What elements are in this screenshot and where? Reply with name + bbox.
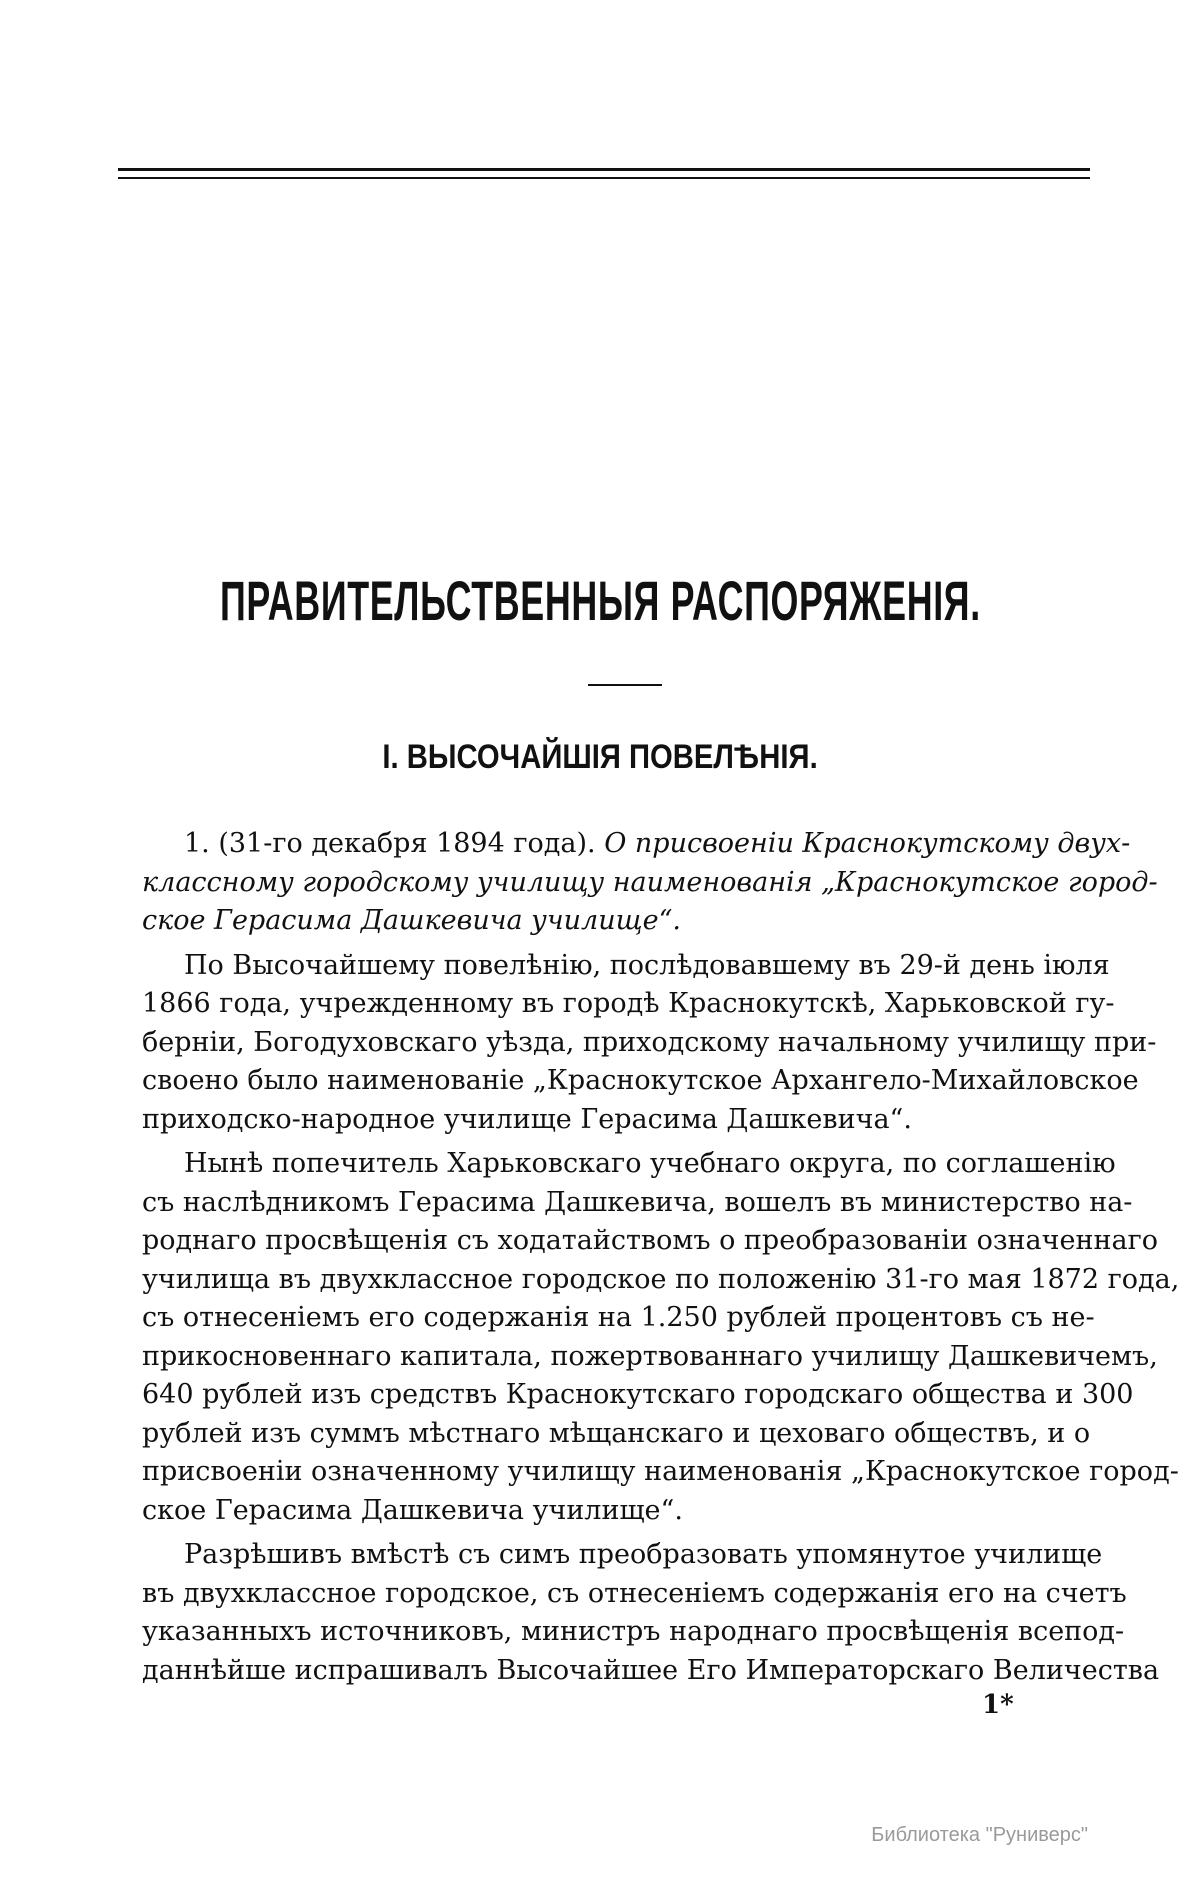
text-line: Разрѣшивъ вмѣстѣ съ симъ преобразовать упомянутое училище [184, 1539, 1103, 1570]
top-rule-thick [118, 168, 1090, 171]
library-watermark: Библиотека "Руниверс" [871, 1824, 1088, 1846]
text-line: роднаго просвѣщенія съ ходатайствомъ о преобразованіи означеннаго [142, 1225, 1158, 1256]
text-line: берніи, Богодуховскаго уѣзда, приходскому начальному училищу при- [142, 1026, 1157, 1058]
text-line: приходско-народное училище Герасима Дашкевича“. [142, 1103, 912, 1135]
text-line: 640 рублей изъ средствъ Краснокутскаго городскаго общества и 300 [142, 1379, 1134, 1410]
page-title-text: ПРАВИТЕЛЬСТВЕННЫЯ РАСПОРЯЖЕНІЯ. [219, 569, 981, 632]
text-line: своено было наименованіе „Краснокутское Архангело-Михайловское [142, 1065, 1139, 1096]
title-divider [588, 684, 662, 686]
decree-date: 1. (31-го декабря 1894 года). [184, 828, 605, 859]
text-line: училища въ двухклассное городское по положенію 31-го мая 1872 года, [142, 1263, 1180, 1295]
text-line [142, 825, 1131, 864]
paragraph-3 [142, 1145, 1180, 1530]
text-line: ское Герасима Дашкевича училище“. [142, 905, 681, 936]
document-body [142, 825, 1180, 1690]
text-line: даннѣйше испрашивалъ Высочайшее Его Императорскаго Величества [142, 1654, 1160, 1686]
text-line: съ отнесеніемъ его содержанія на 1.250 рублей процентовъ съ не- [142, 1302, 1095, 1333]
text-line: присвоеніи означенному училищу наименованія „Краснокутское город- [142, 1456, 1179, 1487]
text-line: рублей изъ суммъ мѣстнаго мѣщанскаго и цеховаго обществъ, и о [142, 1417, 1091, 1449]
page-title [0, 568, 1200, 633]
paragraph-2 [142, 947, 1157, 1140]
top-rule-thin [118, 177, 1090, 179]
text-line: классному городскому училищу наименованія „Краснокутское город- [142, 866, 1158, 898]
paragraph-4 [142, 1536, 1160, 1690]
paragraph-1 [142, 825, 1158, 941]
signature-mark: 1* [982, 1690, 1014, 1720]
text-line: По Высочайшему повелѣнію, послѣдовавшему въ 29-й день іюля [184, 949, 1110, 981]
text-line: прикосновеннаго капитала, пожертвованнаго училищу Дашкевичемъ, [142, 1340, 1158, 1372]
text-line: съ наслѣдникомъ Герасима Дашкевича, вошелъ въ министерство на- [142, 1186, 1133, 1218]
text-line: 1866 года, учрежденному въ городѣ Краснокутскѣ, Харьковской гу- [142, 988, 1115, 1019]
section-heading [0, 738, 1200, 777]
text-line: Нынѣ попечитель Харьковскаго учебнаго округа, по соглашенію [184, 1148, 1116, 1179]
text-line: въ двухклассное городское, съ отнесеніемъ содержанія его на счетъ [142, 1577, 1127, 1609]
text-line: указанныхъ источниковъ, министръ народнаго просвѣщенія всепод- [142, 1616, 1125, 1647]
section-heading-text: І. ВЫСОЧАЙШІЯ ПОВЕЛѢНІЯ. [382, 738, 818, 776]
decree-subject: О присвоеніи Краснокутскому двух- [604, 828, 1131, 859]
text-line: ское Герасима Дашкевича училище“. [142, 1494, 683, 1526]
